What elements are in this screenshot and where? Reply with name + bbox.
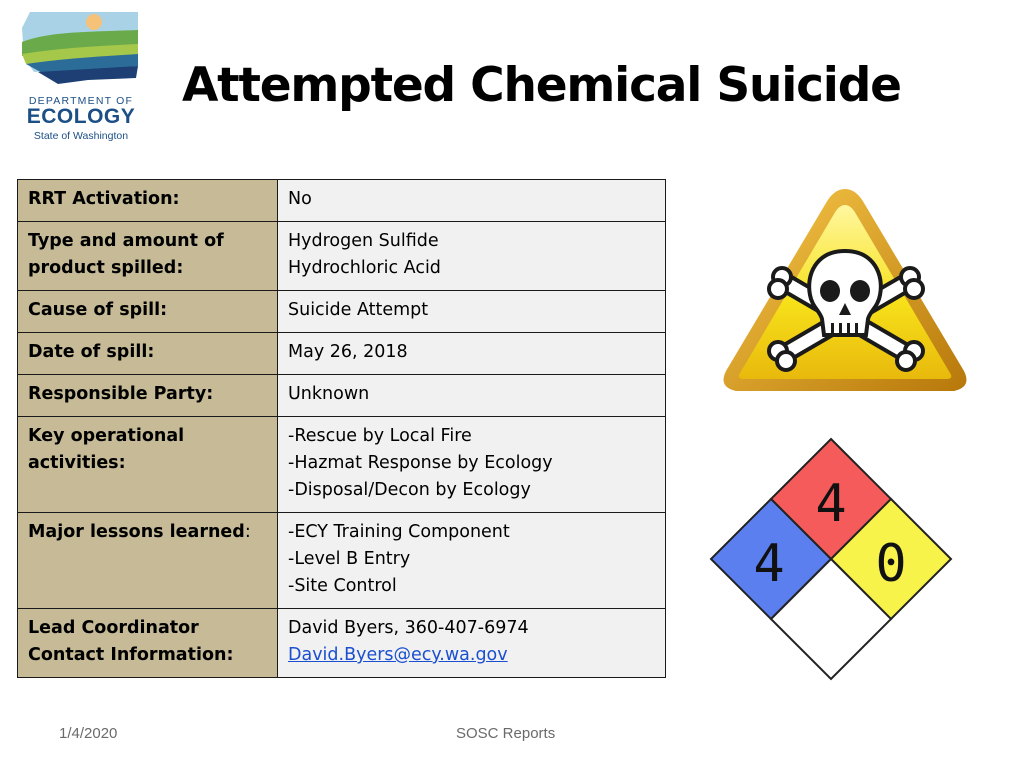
table-row (18, 375, 666, 417)
row-label-text: Responsible Party: (28, 384, 214, 404)
row-value-text: Unknown (288, 384, 370, 404)
skull-crossbones-warning-icon (714, 181, 976, 411)
row-value (278, 333, 666, 375)
row-label (18, 180, 278, 222)
row-value (278, 291, 666, 333)
contact-email-link[interactable]: David.Byers@ecy.wa.gov (288, 645, 508, 665)
logo-department-text: DEPARTMENT OF (28, 95, 134, 107)
row-value (278, 513, 666, 609)
row-label-text: Key operational activities: (28, 426, 185, 473)
row-label-text: RRT Activation: (28, 189, 180, 209)
footer-title: SOSC Reports (456, 725, 556, 742)
row-label-text: Lead Coordinator Contact Information: (28, 618, 234, 665)
table-row (18, 417, 666, 513)
row-label (18, 291, 278, 333)
row-label-text: Major lessons learned (28, 522, 245, 542)
ecology-logo (18, 8, 144, 144)
row-label (18, 375, 278, 417)
row-value-text: Hydrogen Sulfide Hydrochloric Acid (288, 231, 441, 278)
row-label-suffix: : (244, 522, 251, 542)
nfpa-flammability-value: 4 (815, 474, 847, 534)
logo-state-text: State of Washington (33, 130, 129, 142)
row-label (18, 513, 278, 609)
incident-table (17, 179, 666, 678)
row-value-text: No (288, 189, 312, 209)
row-value (278, 180, 666, 222)
row-value-text: David Byers, 360-407-6974 (288, 618, 529, 638)
table-row (18, 513, 666, 609)
table-row (18, 609, 666, 678)
row-label-text: Type and amount of product spilled: (28, 231, 224, 278)
footer-date: 1/4/2020 (59, 725, 118, 742)
ecology-logo-mark-icon (18, 8, 144, 92)
nfpa-instability-value: 0 (875, 534, 907, 594)
table-row (18, 291, 666, 333)
row-label-text: Cause of spill: (28, 300, 168, 320)
row-value-text: -ECY Training Component -Level B Entry -Site Control (288, 522, 510, 596)
nfpa-diamond (707, 433, 955, 683)
row-value (278, 609, 666, 678)
row-value (278, 375, 666, 417)
row-label (18, 417, 278, 513)
row-value-text: May 26, 2018 (288, 342, 408, 362)
table-row (18, 180, 666, 222)
row-label-text: Date of spill: (28, 342, 155, 362)
page-title: Attempted Chemical Suicide (182, 58, 901, 113)
row-value (278, 222, 666, 291)
row-value (278, 417, 666, 513)
logo-ecology-text: ECOLOGY (26, 105, 136, 128)
row-label (18, 222, 278, 291)
row-label (18, 609, 278, 678)
table-row (18, 333, 666, 375)
row-value-text: Suicide Attempt (288, 300, 429, 320)
table-row (18, 222, 666, 291)
nfpa-health-value: 4 (753, 534, 785, 594)
row-label (18, 333, 278, 375)
row-value-text: -Rescue by Local Fire -Hazmat Response by Ecology -Disposal/Decon by Ecology (288, 426, 553, 500)
